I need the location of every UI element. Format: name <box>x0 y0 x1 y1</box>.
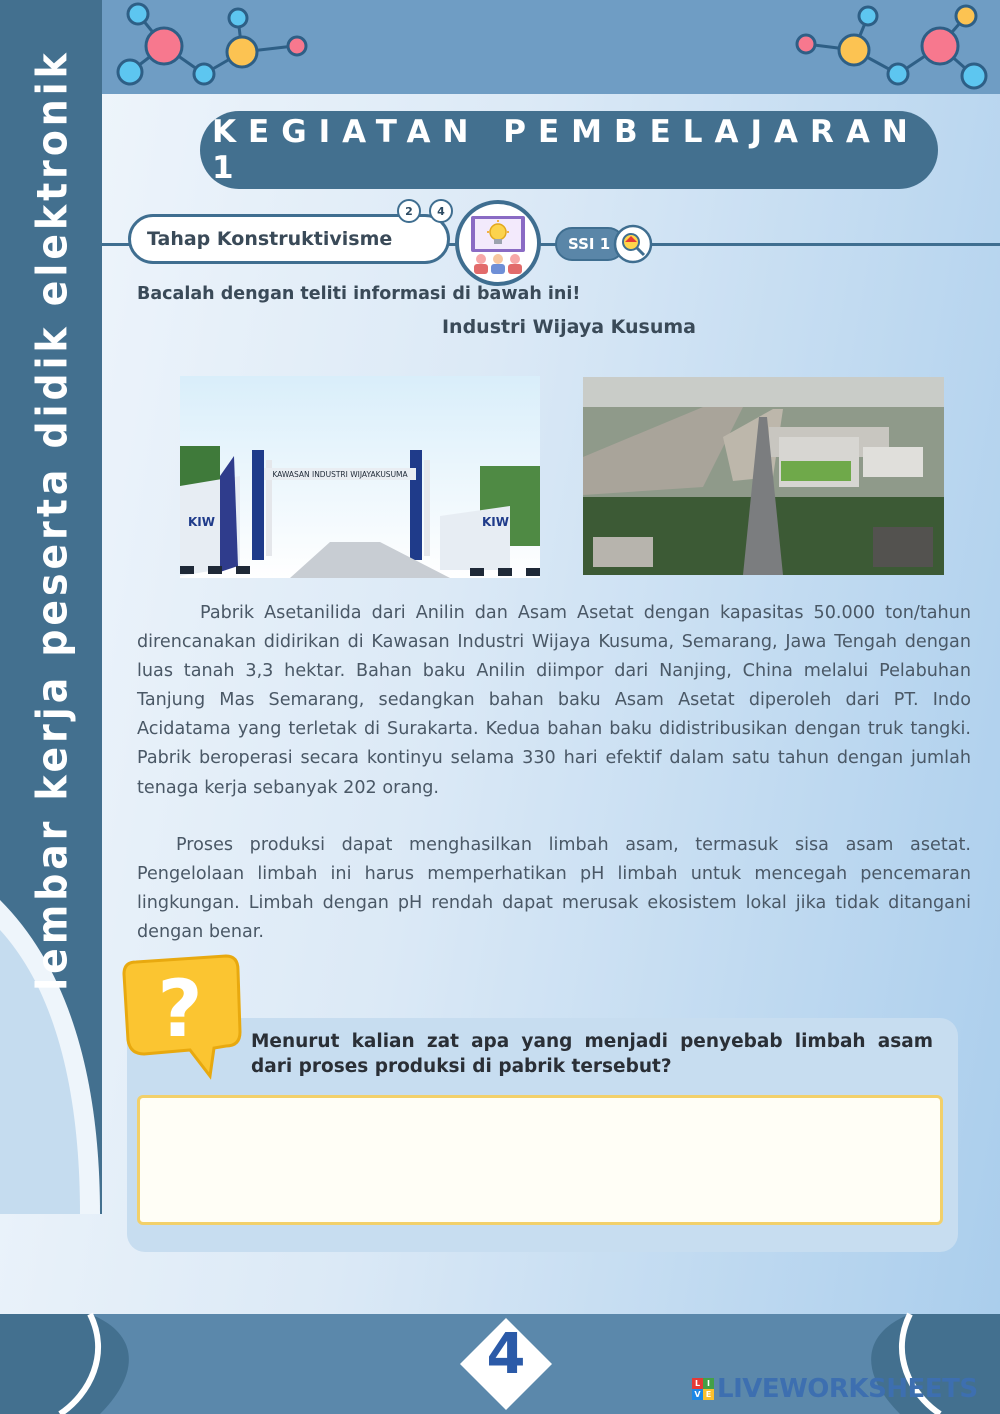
presentation-idea-icon <box>455 200 541 286</box>
question-text: Menurut kalian zat apa yang menjadi penyebab limbah asam dari proses produksi di pabrik tersebut? <box>251 1031 933 1077</box>
liveworksheets-logo-icon: L I V E <box>692 1378 714 1400</box>
stage-label-pill <box>128 214 450 264</box>
page-number-badge <box>456 1314 556 1414</box>
paragraph-1: Pabrik Asetanilida dari Anilin dan Asam Asetat dengan kapasitas 50.000 ton/tahun direncanakan didirikan di Kawasan Industri Wijaya Kusuma, Semarang, Jawa Tengah dengan luas tanah 3,3 hektar. Bahan baku Anilin diimpor dari Nanjing, China melalui Pelabuhan Tanjung Mas Semarang, sedangkan bahan baku Asam Asetat diperoleh dari PT. Indo Acidatama yang terletak di Surakarta. Kedua bahan baku didistribusikan dengan truk tangki. Pabrik beroperasi secara kontinyu selama 330 hari efektif dalam satu tahun dengan jumlah tenaga kerja sebanyak 202 orang. <box>137 603 971 798</box>
stage-badge: 4 <box>429 199 453 223</box>
stage-badge: 2 <box>397 199 421 223</box>
svg-text:?: ? <box>157 965 203 1055</box>
magnifier-icon <box>613 224 653 264</box>
question-bubble-icon <box>118 952 244 1082</box>
molecule-icon <box>790 0 1000 94</box>
ssi-label: SSI 1 <box>568 235 611 253</box>
gate-logo-right: KIW <box>482 515 509 529</box>
liveworksheets-brand[interactable] <box>692 1374 978 1404</box>
gate-logo-left: KIW <box>188 515 215 529</box>
sidebar-vertical-title: lembar kerja peserta didik elektronik <box>27 49 77 991</box>
industrial-gate-photo <box>180 376 540 578</box>
instruction-text: Bacalah dengan teliti informasi di bawah ini! <box>137 284 581 304</box>
liveworksheets-text: LIVEWORKSHEETS <box>717 1374 978 1404</box>
answer-field[interactable] <box>137 1095 943 1225</box>
aerial-industrial-photo <box>583 377 944 575</box>
section-heading: Industri Wijaya Kusuma <box>441 316 697 338</box>
molecule-icon <box>104 0 320 94</box>
paragraph-2: Proses produksi dapat menghasilkan limbah asam, termasuk sisa asam asetat. Pengelolaan limbah ini harus memperhatikan pH limbah untuk mencegah pencemaran lingkungan. Limbah dengan pH rendah dapat merusak ekosistem lokal jika tidak ditangani dengan benar. <box>137 835 971 943</box>
stage-label: Tahap Konstruktivisme <box>147 228 393 250</box>
title-banner <box>200 111 938 189</box>
page-title: KEGIATAN PEMBELAJARAN 1 <box>212 114 920 186</box>
gate-sign-text: KAWASAN INDUSTRI WIJAYAKUSUMA <box>272 470 408 479</box>
page-number: 4 <box>486 1322 526 1387</box>
